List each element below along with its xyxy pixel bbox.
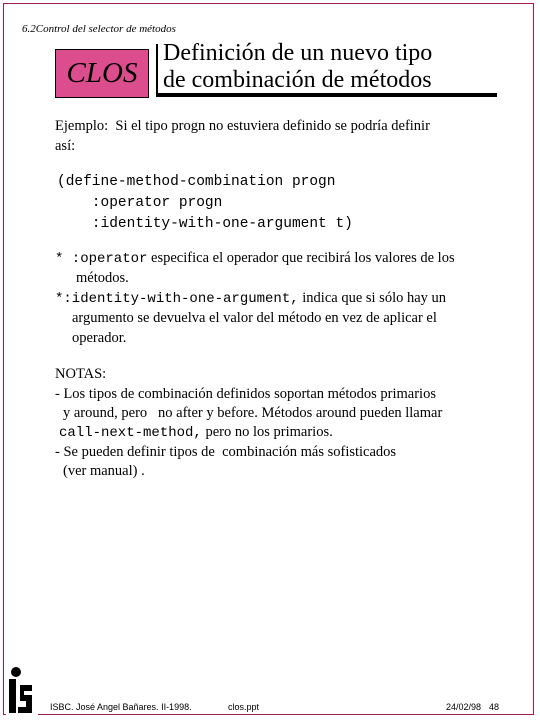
notes-line-5: (ver manual) . [63,463,145,479]
explain-item-2 [55,288,446,309]
example-line-1: Ejemplo: Si el tipo progn no estuviera definido se podría definir [55,118,430,134]
section-heading: 6.2Control del selector de métodos [22,23,176,35]
code-line-2: :operator progn [57,195,223,211]
notes-line-3 [59,422,333,443]
notes-line-1: - Los tipos de combinación definidos soportan métodos primarios [55,386,436,402]
call-next-method-keyword: call-next-method, [59,425,202,441]
footer-author: ISBC. José Angel Bañares. II-1998. [50,702,192,712]
explain-item-2-cont-2: operador. [72,330,127,346]
notes-line-2: y around, pero no after y before. Métodos around pueden llamar [63,405,443,421]
code-line-3: :identity-with-one-argument t) [57,216,353,232]
operator-keyword: * :operator [55,251,148,267]
operator-description: especifica el operador que recibirá los valores de los [147,250,455,266]
clos-logo: CLOS [55,49,149,98]
footer-date: 24/02/98 [446,702,482,712]
isbc-logo-icon [6,665,38,715]
notes-heading: NOTAS: [55,366,107,382]
code-line-1: (define-method-combination progn [57,174,336,190]
title-line-2: de combinación de métodos [163,67,432,93]
slide-title [163,40,432,94]
identity-keyword: *:identity-with-one-argument, [55,291,299,307]
explain-item-1-cont: métodos. [76,270,129,286]
explain-item-1 [55,248,455,269]
page-frame [3,3,534,715]
explain-item-2-cont-1: argumento se devuelva el valor del método en vez de aplicar el [72,310,437,326]
example-line-2: así: [55,138,76,154]
footer-file: clos.ppt [228,702,260,712]
title-vertical-rule [156,44,158,97]
title-line-1: Definición de un nuevo tipo [163,40,433,66]
footer-page-number: 48 [489,702,500,712]
identity-description: indica que si sólo hay un [298,290,447,306]
notes-line-4: - Se pueden definir tipos de combinación más sofisticados [55,444,397,460]
notes-line-3-text: pero no los primarios. [201,424,333,440]
title-underline [156,93,497,97]
